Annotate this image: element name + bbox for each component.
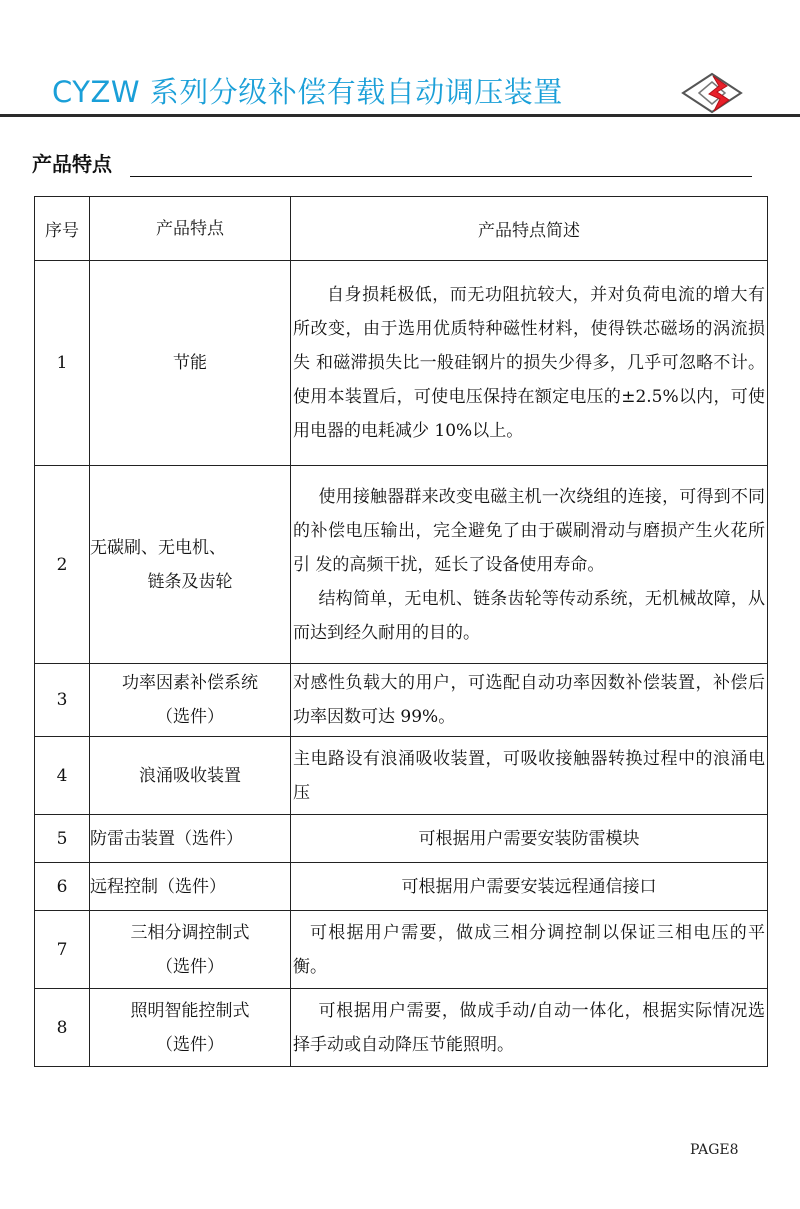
table-row (35, 989, 768, 1067)
row-feature (90, 815, 291, 863)
row-number: 2 (35, 466, 90, 664)
description-paragraph: 对感性负载大的用户，可选配自动功率因数补偿装置，补偿后功率因数可达 99%。 (293, 673, 765, 727)
description-paragraph: 主电路设有浪涌吸收装置，可吸收接触器转换过程中的浪涌电压 (293, 748, 765, 803)
row-description (291, 737, 768, 815)
diamond-logo-icon (681, 72, 743, 114)
row-description (291, 815, 768, 863)
feature-line: 无碳刷、无电机、 (90, 537, 226, 558)
feature-line: 三相分调控制式 (130, 922, 250, 943)
feature-line: 浪涌吸收装置 (139, 765, 241, 786)
row-number: 1 (35, 261, 90, 466)
row-description (291, 466, 768, 664)
feature-line: 节能 (173, 353, 207, 373)
feature-line: 照明智能控制式 (130, 1000, 250, 1021)
row-number: 8 (35, 989, 90, 1067)
feature-line: （选件） (156, 1034, 224, 1055)
section-heading: 产品特点 (32, 152, 112, 176)
feature-line: 功率因素补偿系统 (122, 673, 258, 693)
table-row (35, 737, 768, 815)
row-feature (90, 989, 291, 1067)
description-paragraph: 可根据用户需要安装远程通信接口 (401, 876, 657, 897)
row-feature (90, 863, 291, 911)
row-feature (90, 261, 291, 466)
page-number: PAGE8 (690, 1142, 739, 1158)
features-table (34, 196, 768, 1067)
description-paragraph: 可根据用户需要安装防雷模块 (418, 828, 640, 849)
header-no: 序号 (35, 197, 90, 261)
table-row (35, 466, 768, 664)
section-underline (130, 176, 752, 177)
description-paragraph: 可根据用户需要，做成三相分调控制以保证三相电压的平衡。 (293, 922, 765, 977)
row-number: 5 (35, 815, 90, 863)
row-description (291, 664, 768, 737)
feature-line: 防雷击装置（选件） (90, 828, 243, 849)
table-row (35, 664, 768, 737)
row-feature (90, 466, 291, 664)
header-description: 产品特点简述 (291, 197, 768, 261)
row-number: 4 (35, 737, 90, 815)
row-description (291, 911, 768, 989)
description-paragraph: 可根据用户需要，做成手动/自动一体化，根据实际情况选择手动或自动降压节能照明。 (293, 1000, 765, 1055)
feature-line: 链条及齿轮 (147, 571, 233, 592)
description-paragraph: 结构简单，无电机、链条齿轮等传动系统，无机械故障，从而达到经久耐用的目的。 (293, 588, 765, 643)
row-number: 7 (35, 911, 90, 989)
feature-line: （选件） (156, 707, 224, 727)
row-feature (90, 664, 291, 737)
row-description (291, 989, 768, 1067)
header-feature: 产品特点 (90, 197, 291, 261)
description-paragraph: 自身损耗极低，而无功阻抗较大，并对负荷电流的增大有所改变，由于选用优质特种磁性材料，使得铁芯磁场的涡流损失 和磁滞损失比一般硅钢片的损失少得多，几乎可忽略不计。使用本装置后，可使电压保持在额定电压的±2.5%以内，可使用电器的电耗减少 10%以上。 (293, 285, 765, 441)
document-title: CYZW 系列分级补偿有载自动调压装置 (52, 75, 563, 109)
row-feature (90, 737, 291, 815)
table-row (35, 261, 768, 466)
row-feature (90, 911, 291, 989)
table-row (35, 863, 768, 911)
row-description (291, 863, 768, 911)
table-row (35, 815, 768, 863)
feature-line: 远程控制（选件） (90, 876, 226, 897)
table-header-row (35, 197, 768, 261)
feature-line: （选件） (156, 956, 224, 977)
row-description (291, 261, 768, 466)
description-paragraph: 使用接触器群来改变电磁主机一次绕组的连接，可得到不同 的补偿电压输出，完全避免了由于碳刷滑动与磨损产生火花所引 发的高频干扰，延长了设备使用寿命。 (293, 486, 765, 575)
row-number: 3 (35, 664, 90, 737)
header-divider (0, 114, 800, 117)
row-number: 6 (35, 863, 90, 911)
table-row (35, 911, 768, 989)
